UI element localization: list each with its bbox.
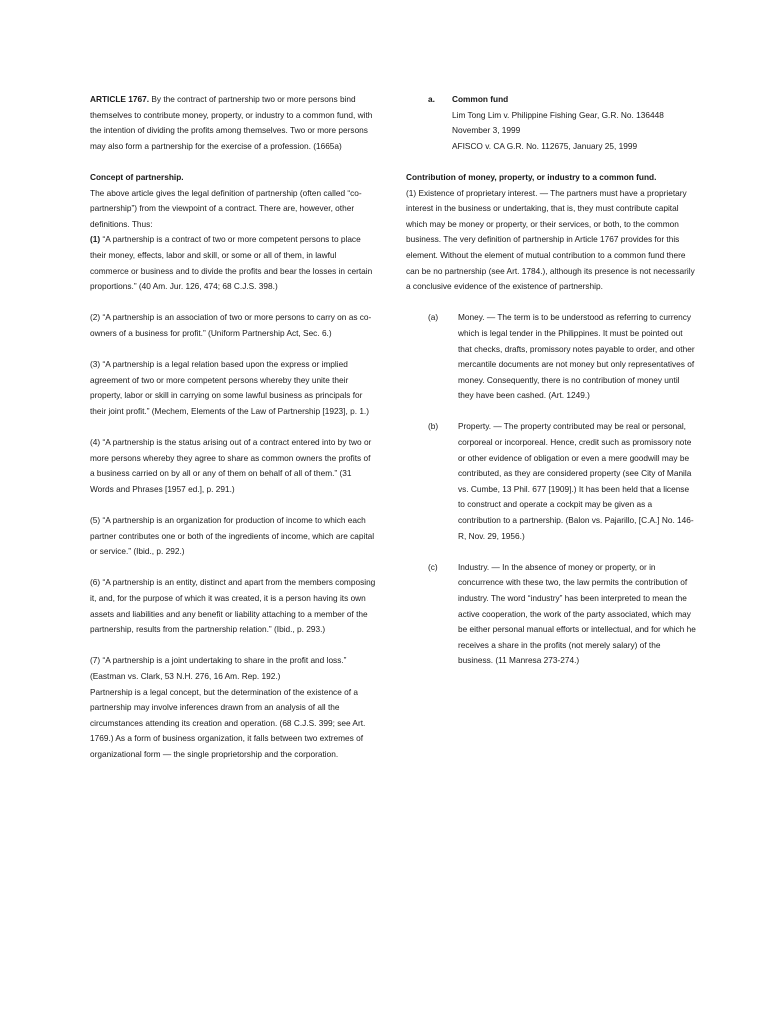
definition-4: (4) “A partnership is the status arising out of a contract entered into by two or more persons whereby they agree to share as common owners the profits of a business carried on by all or any of them on behalf of all of them.” (31 Words and Phrases [1957 ed.], p. 291.) — [90, 437, 372, 494]
contribution-text: (1) Existence of proprietary interest. — The partners must have a proprietary interest in the business or undertaking, that is, they must contribute capital which may be money or property, or their services, or both, to the common business. The very definition of partnership in Article 1767 provides for this element. Without the element of mutual contribution to a common fund there can be no partnership (see Art. 1784.), although its presence is not necessarily a conclusive evidence of the existence of partnership. — [406, 187, 695, 292]
common-fund-heading — [428, 92, 696, 108]
citation-lim-tong-lim: Lim Tong Lim v. Philippine Fishing Gear, G.R. No. 136448 November 3, 1999 — [452, 109, 664, 136]
list-item-text: Money. — The term is to be understood as referring to currency which is legal tender in the Philippines. It must be pointed out that checks, drafts, promissory notes payable to order, and other mercantile documents are not money but only representatives of money. Consequently, there is no contribution of money until they have been cashed. (Art. 1249.) — [458, 312, 695, 401]
right-column — [406, 92, 696, 669]
contribution-list — [428, 310, 696, 669]
concept-intro: The above article gives the legal definition of partnership (often called “co-partnership”) from the viewpoint of a contract. There are, however, other definitions. Thus: — [90, 187, 362, 229]
list-item-marker: (b) — [428, 421, 439, 432]
list-item — [428, 560, 696, 669]
common-fund-label: a. — [428, 94, 435, 104]
list-item — [428, 310, 696, 404]
definition-5: (5) “A partnership is an organization for production of income to which each partner contributes one or both of the ingredients of income, which are capital or service.” (Ibid., p. 292.) — [90, 515, 375, 557]
definition-6: (6) “A partnership is an entity, distinct and apart from the members composing it, and, for the purpose of which it was created, it is a person having its own assets and liabilities and any benefit or liability attaching to a member of the partnership, results from the partnership relation.” (Ibid., p. 293.) — [90, 577, 376, 635]
definition-2: (2) “A partnership is an association of two or more persons to carry on as co-owners of a business for profit.” (Uniform Partnership Act, Sec. 6.) — [90, 312, 372, 338]
closing-paragraph: Partnership is a legal concept, but the determination of the existence of a partnership may involve inferences drawn from an analysis of all the circumstances attending its creation and operation. (68 C.J.S. 399; see Art. 1769.) As a form of business organization, it falls between two extremes of organizational form — the single proprietorship and the corporation. — [90, 686, 366, 759]
list-item-text: Property. — The property contributed may be real or personal, corporeal or incorporeal. Hence, credit such as promissory note or other evidence of obligation or even a mere goodwill may be contributed, as they are considered property (see City of Manila vs. Cumbe, 13 Phil. 677 [1909].) It has been held that a license to construct and operate a cockpit may be given as a contribution to a partnership. (Balon vs. Pajarillo, [C.A.] No. 146-R, Nov. 29, 1956.) — [458, 421, 694, 541]
article-heading: ARTICLE 1767. — [90, 94, 150, 104]
list-item-marker: (c) — [428, 561, 438, 572]
left-column — [90, 92, 376, 763]
definition-1-text: “A partnership is a contract of two or more competent persons to place their money, effects, labor and skill, or some or all of them, in lawful commerce or business and to divide the profits and bear the losses in certain proportions.” (40 Am. Jur. 126, 474; 68 C.J.S. 398.) — [90, 234, 373, 292]
contribution-heading: Contribution of money, property, or industry to a common fund. — [406, 171, 657, 182]
list-item-marker: (a) — [428, 312, 439, 323]
definition-1-number: (1) — [90, 234, 101, 245]
article-text: By the contract of partnership two or more persons bind themselves to contribute money, property, or industry to a common fund, with the intention of dividing the profits among themselves. Two or more persons may also form a partnership for the exercise of a profession. (1665a) — [90, 94, 373, 151]
definition-3: (3) “A partnership is a legal relation based upon the express or implied agreement of two or more competent persons whereby they unite their property, labor or skill in carrying on some lawful business as principals for their joint profit.” (Mechem, Elements of the Law of Partnership [1923], p. 1.) — [90, 359, 369, 416]
article-1767-paragraph — [90, 92, 376, 154]
list-item — [428, 419, 696, 544]
citation-afisco: AFISCO v. CA G.R. No. 112675, January 25, 1999 — [452, 140, 638, 151]
list-item-text: Industry. — In the absence of money or property, or in concurrence with these two, the law permits the contribution of industry. The word “industry” has been interpreted to mean the active cooperation, the work of the party associated, which may be either personal manual efforts or intellectual, and for which he receives a share in the profits (not merely salary) of the business. (11 Manresa 273-274.) — [458, 561, 696, 666]
concept-heading: Concept of partnership. — [90, 171, 184, 182]
definition-7: (7) “A partnership is a joint undertaking to share in the profit and loss.” (Eastman vs. Clark, 53 N.H. 276, 16 Am. Rep. 192.) — [90, 655, 347, 681]
definition-1 — [90, 232, 376, 294]
common-fund-title: Common fund — [452, 94, 509, 104]
